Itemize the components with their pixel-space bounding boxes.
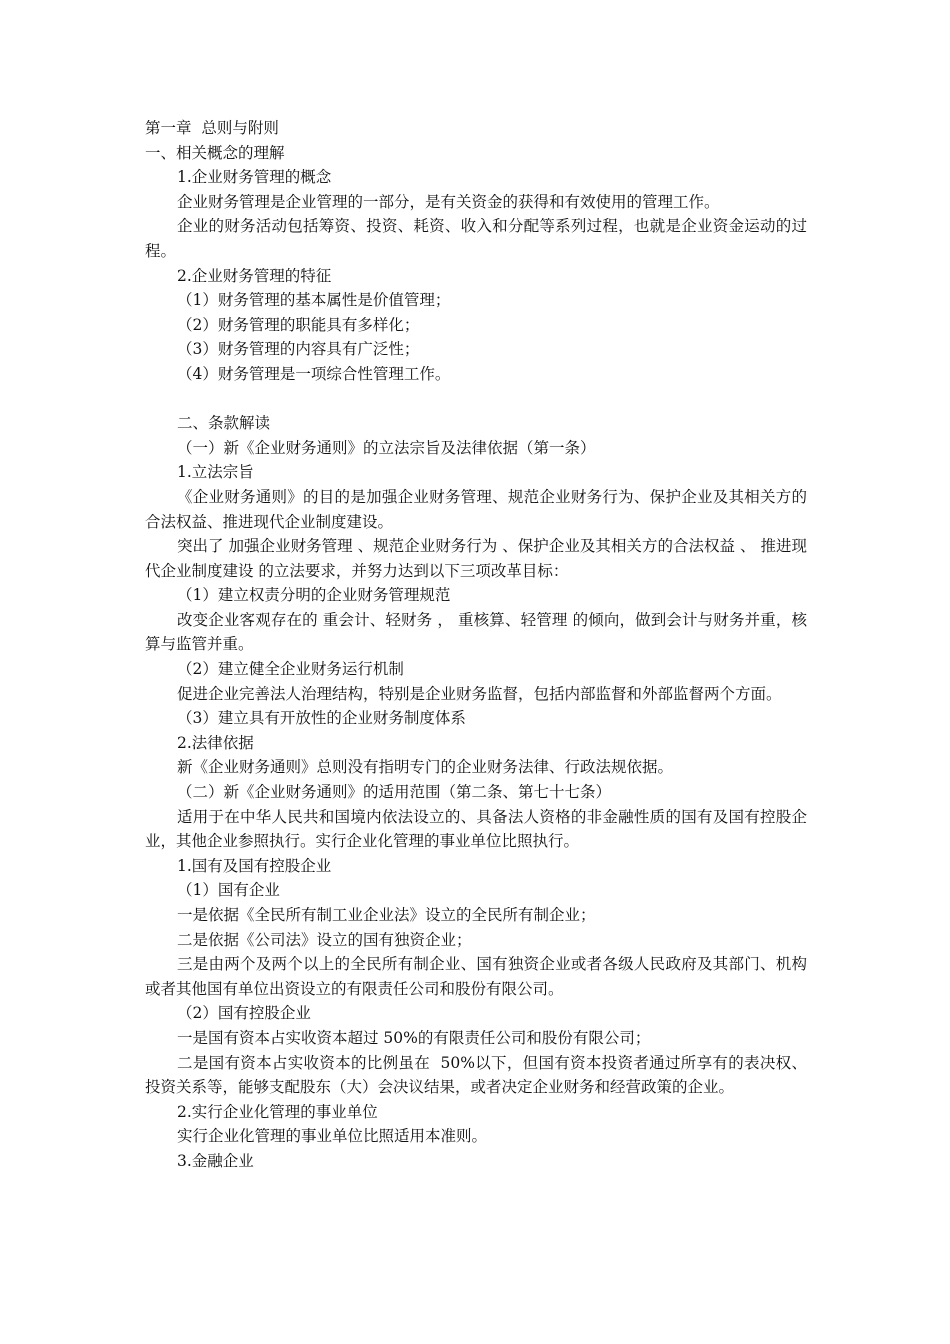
list-item: （1）建立权责分明的企业财务管理规范 — [177, 586, 451, 605]
paragraph: 新《企业财务通则》总则没有指明专门的企业财务法律、行政法规依据。 — [177, 758, 674, 777]
paragraph: 突出了 加强企业财务管理 、规范企业财务行为 、保护企业及其相关方的合法权益 、 推进现代企业制度建设 的立法要求，并努力达到以下三项改革目标： — [145, 537, 807, 580]
paragraph: 二是依据《公司法》设立的国有独资企业； — [177, 930, 472, 949]
paragraph: 三是由两个及两个以上的全民所有制企业、国有独资企业或者各级人民政府及其部门、机构或者其他国有单位出资设立的有限责任公司和股份有限公司。 — [145, 955, 807, 998]
subsection-heading: 3.金融企业 — [177, 1151, 254, 1170]
paragraph: 《企业财务通则》的目的是加强企业财务管理、规范企业财务行为、保护企业及其相关方的合法权益、推进现代企业制度建设。 — [145, 487, 807, 531]
paragraph: 促进企业完善法人治理结构，特别是企业财务监督，包括内部监督和外部监督两个方面。 — [177, 684, 782, 703]
list-item: （1）国有企业 — [177, 881, 280, 900]
document-body — [145, 116, 807, 1174]
section-heading: 二、条款解读 — [177, 414, 271, 433]
section-heading: 一、相关概念的理解 — [145, 143, 285, 162]
paragraph: 适用于在中华人民共和国境内依法设立的、具备法人资格的非金融性质的国有及国有控股企业，其他企业参照执行。实行企业化管理的事业单位比照执行。 — [145, 807, 807, 851]
chapter-title: 第一章 总则与附则 — [145, 119, 279, 137]
subsection-heading: 2.企业财务管理的特征 — [177, 266, 332, 285]
subsection-heading: 1.立法宗旨 — [177, 463, 254, 482]
list-item: （2）国有控股企业 — [177, 1004, 311, 1023]
list-item: （4）财务管理是一项综合性管理工作。 — [177, 364, 451, 383]
list-item: （1）财务管理的基本属性是价值管理； — [177, 291, 451, 310]
subsection-heading: 1.企业财务管理的概念 — [177, 168, 332, 187]
paragraph: 改变企业客观存在的 重会计、轻财务 ， 重核算、轻管理 的倾向，做到会计与财务并重，核算与监管并重。 — [145, 610, 807, 654]
list-item: （2）建立健全企业财务运行机制 — [177, 660, 404, 679]
list-item: （3）财务管理的内容具有广泛性； — [177, 340, 420, 359]
paragraph: 一是国有资本占实收资本超过 50%的有限责任公司和股份有限公司； — [177, 1028, 651, 1047]
paragraph: 一是依据《全民所有制工业企业法》设立的全民所有制企业； — [177, 906, 596, 924]
list-item: （2）财务管理的职能具有多样化； — [177, 315, 420, 334]
paragraph: 企业财务管理是企业管理的一部分，是有关资金的获得和有效使用的管理工作。 — [177, 192, 720, 211]
subsection-heading: 1.国有及国有控股企业 — [177, 856, 332, 875]
subsection-heading: 2.法律依据 — [177, 733, 254, 752]
paragraph: 企业的财务活动包括筹资、投资、耗资、收入和分配等系列过程，也就是企业资金运动的过程。 — [145, 217, 807, 260]
paragraph: 二是国有资本占实收资本的比例虽在 50%以下，但国有资本投资者通过所享有的表决权、投资关系等，能够支配股东（大）会决议结果，或者决定企业财务和经营政策的企业。 — [145, 1053, 807, 1097]
subsection-heading: （一）新《企业财务通则》的立法宗旨及法律依据（第一条） — [177, 438, 596, 457]
list-item: （3）建立具有开放性的企业财务制度体系 — [177, 709, 466, 728]
subsection-heading: （二）新《企业财务通则》的适用范围（第二条、第七十七条） — [177, 783, 612, 802]
paragraph: 实行企业化管理的事业单位比照适用本准则。 — [177, 1127, 488, 1146]
subsection-heading: 2.实行企业化管理的事业单位 — [177, 1102, 378, 1121]
blank-line — [145, 387, 807, 412]
